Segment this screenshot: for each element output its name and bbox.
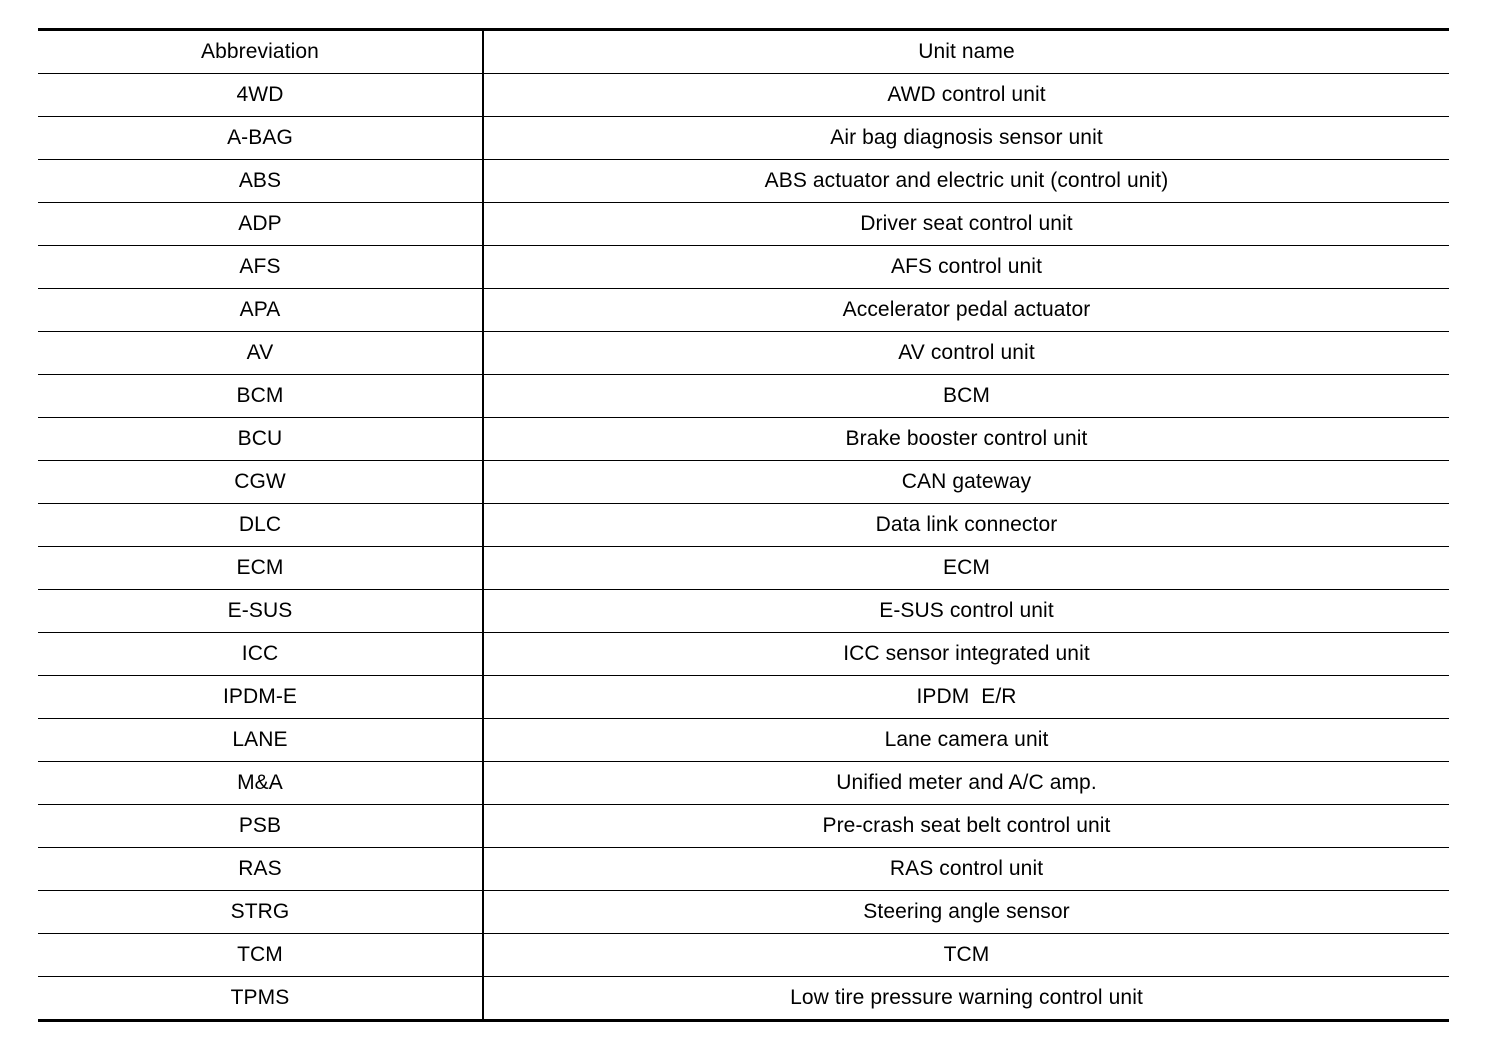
unit-name-cell: AWD control unit — [483, 74, 1449, 117]
unit-name-cell: E-SUS control unit — [483, 590, 1449, 633]
abbreviation-cell: PSB — [38, 805, 483, 848]
header-unit-name: Unit name — [483, 30, 1449, 74]
unit-name-cell: Driver seat control unit — [483, 203, 1449, 246]
unit-name-cell: AV control unit — [483, 332, 1449, 375]
unit-name-cell: BCM — [483, 375, 1449, 418]
table-row — [38, 891, 1449, 934]
unit-name-cell: Lane camera unit — [483, 719, 1449, 762]
table-header-row — [38, 30, 1449, 74]
unit-name-cell: Unified meter and A/C amp. — [483, 762, 1449, 805]
abbreviation-cell: STRG — [38, 891, 483, 934]
abbreviation-cell: ICC — [38, 633, 483, 676]
table-row — [38, 547, 1449, 590]
abbreviation-cell: LANE — [38, 719, 483, 762]
table-row — [38, 74, 1449, 117]
table-row — [38, 504, 1449, 547]
table-row — [38, 375, 1449, 418]
abbreviation-cell: IPDM-E — [38, 676, 483, 719]
table-row — [38, 934, 1449, 977]
table-row — [38, 977, 1449, 1021]
table-row — [38, 461, 1449, 504]
abbreviation-table-container — [38, 28, 1449, 1022]
abbreviation-cell: ADP — [38, 203, 483, 246]
table-row — [38, 332, 1449, 375]
abbreviation-cell: A-BAG — [38, 117, 483, 160]
table-row — [38, 590, 1449, 633]
abbreviation-cell: BCM — [38, 375, 483, 418]
abbreviation-cell: ECM — [38, 547, 483, 590]
abbreviation-cell: AFS — [38, 246, 483, 289]
abbreviation-cell: 4WD — [38, 74, 483, 117]
unit-name-cell: Pre-crash seat belt control unit — [483, 805, 1449, 848]
header-abbreviation: Abbreviation — [38, 30, 483, 74]
table-row — [38, 418, 1449, 461]
unit-name-cell: ECM — [483, 547, 1449, 590]
unit-name-cell: AFS control unit — [483, 246, 1449, 289]
unit-name-cell: Brake booster control unit — [483, 418, 1449, 461]
abbreviation-cell: CGW — [38, 461, 483, 504]
unit-name-cell: Low tire pressure warning control unit — [790, 986, 1143, 1009]
unit-name-cell: ABS actuator and electric unit (control unit) — [483, 160, 1449, 203]
table-row — [38, 719, 1449, 762]
table-row — [38, 117, 1449, 160]
unit-name-cell: Data link connector — [483, 504, 1449, 547]
table-row — [38, 805, 1449, 848]
table-row — [38, 289, 1449, 332]
unit-name-cell: Steering angle sensor — [483, 891, 1449, 934]
table-row — [38, 203, 1449, 246]
unit-name-cell: Air bag diagnosis sensor unit — [483, 117, 1449, 160]
table-row — [38, 848, 1449, 891]
unit-name-cell: IPDM E/R — [483, 676, 1449, 719]
unit-name-cell: ICC sensor integrated unit — [483, 633, 1449, 676]
abbreviation-cell: TCM — [38, 934, 483, 977]
abbreviation-cell: BCU — [38, 418, 483, 461]
table-row — [38, 246, 1449, 289]
unit-name-cell: TCM — [483, 934, 1449, 977]
abbreviation-cell: APA — [38, 289, 483, 332]
table-row — [38, 160, 1449, 203]
abbreviation-cell: M&A — [38, 762, 483, 805]
abbreviation-cell: RAS — [38, 848, 483, 891]
table-row — [38, 676, 1449, 719]
table-row — [38, 633, 1449, 676]
unit-name-cell: CAN gateway — [483, 461, 1449, 504]
unit-name-cell: Accelerator pedal actuator — [483, 289, 1449, 332]
abbreviation-cell: ABS — [38, 160, 483, 203]
abbreviation-cell: TPMS — [38, 977, 483, 1021]
abbreviation-table — [38, 28, 1449, 1022]
abbreviation-cell: E-SUS — [38, 590, 483, 633]
abbreviation-cell: AV — [38, 332, 483, 375]
table-row — [38, 762, 1449, 805]
abbreviation-cell: DLC — [38, 504, 483, 547]
unit-name-cell: RAS control unit — [483, 848, 1449, 891]
